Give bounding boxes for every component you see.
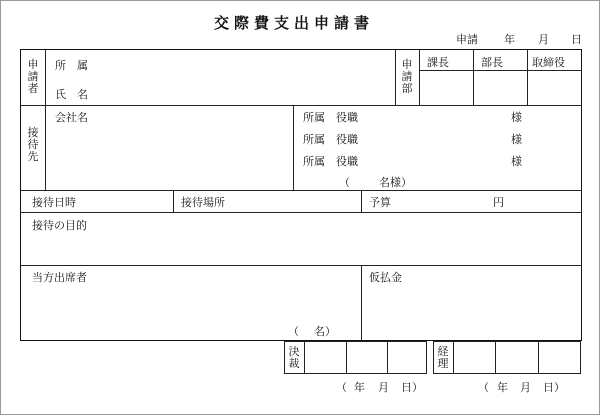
rule-applicant-side — [45, 50, 46, 105]
section-chief-label: 課長 — [427, 56, 449, 69]
rule-approval-left — [395, 50, 396, 105]
accounting-date-year: 年 — [497, 381, 508, 394]
guest-side-label: 接待先 — [27, 126, 39, 163]
place-label: 接待場所 — [181, 196, 225, 209]
accounting-label: 経理 — [437, 345, 449, 370]
accounting-rule-side — [453, 341, 454, 374]
accounting-rule-2 — [495, 341, 496, 374]
applied-year-label: 年 — [504, 33, 515, 46]
name-label: 氏 名 — [55, 88, 88, 101]
form-title: 交際費支出申請書 — [214, 14, 375, 32]
rule-after-applicant — [21, 105, 581, 106]
settlement-label: 決裁 — [288, 345, 300, 370]
budget-unit-label: 円 — [493, 196, 504, 209]
rule-approval-side — [419, 50, 420, 105]
guest-title-label-3: 所属 役職 — [303, 155, 358, 168]
rule-after-datetime — [21, 212, 581, 213]
attendees-label: 当方出席者 — [32, 271, 87, 284]
rule-guest-side — [45, 105, 46, 190]
budget-label: 予算 — [369, 196, 391, 209]
settlement-date-open: （ — [336, 381, 347, 394]
settlement-date-year: 年 — [354, 381, 365, 394]
advance-label: 仮払金 — [369, 271, 402, 284]
accounting-date-month: 月 — [520, 381, 531, 394]
company-label: 会社名 — [55, 111, 88, 124]
guest-count-label: 名様） — [379, 176, 412, 189]
accounting-stamp-box — [433, 341, 581, 374]
approval-side-label: 申請部 — [401, 58, 413, 95]
rule-approval-col3 — [527, 50, 528, 105]
settlement-date-month: 月 — [378, 381, 389, 394]
applied-label: 申請 — [456, 33, 478, 46]
rule-attendees-advance — [361, 265, 362, 341]
department-label: 所 属 — [55, 59, 88, 72]
attendee-count-open: （ — [288, 325, 299, 338]
applicant-side-label: 申請者 — [27, 58, 39, 95]
rule-approval-header — [419, 70, 581, 71]
rule-datetime-place — [173, 190, 174, 212]
director-label: 取締役 — [532, 56, 565, 69]
rule-place-budget — [361, 190, 362, 212]
settlement-date-day: 日） — [401, 381, 423, 394]
applied-month-label: 月 — [538, 33, 549, 46]
settlement-stamp-box — [284, 341, 427, 374]
guest-honorific-3: 様 — [511, 155, 522, 168]
accounting-rule-3 — [538, 341, 539, 374]
rule-after-guest — [21, 190, 581, 191]
applied-day-label: 日 — [571, 33, 582, 46]
department-chief-label: 部長 — [481, 56, 503, 69]
guest-title-label-2: 所属 役職 — [303, 133, 358, 146]
purpose-label: 接待の目的 — [32, 219, 87, 232]
settlement-rule-2 — [346, 341, 347, 374]
attendee-count-label: 名） — [314, 325, 336, 338]
main-table — [20, 49, 582, 341]
guest-title-label-1: 所属 役職 — [303, 111, 358, 124]
rule-approval-col2 — [473, 50, 474, 105]
settlement-rule-side — [304, 341, 305, 374]
accounting-date-day: 日） — [543, 381, 565, 394]
settlement-rule-3 — [387, 341, 388, 374]
guest-honorific-2: 様 — [511, 133, 522, 146]
rule-guest-divider — [293, 105, 294, 190]
rule-after-purpose — [21, 265, 581, 266]
datetime-label: 接待日時 — [32, 196, 76, 209]
guest-count-open: （ — [339, 176, 350, 189]
guest-honorific-1: 様 — [511, 111, 522, 124]
accounting-date-open: （ — [478, 381, 489, 394]
